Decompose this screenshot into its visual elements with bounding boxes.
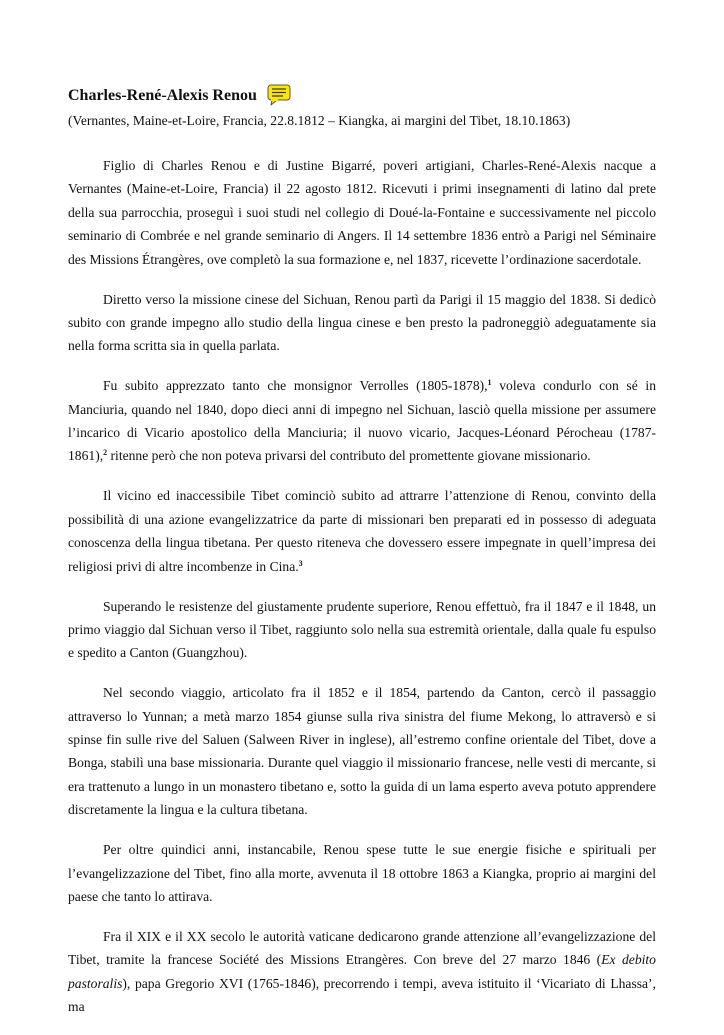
paragraph-text: ritenne però che non poteva privarsi del contributo del promettente giovane missionario. [107,448,591,464]
body-paragraph [68,838,656,908]
paragraph-text: Per oltre quindici anni, instancabile, Renou spese tutte le sue energie fisiche e spirituali per l’evangelizzazione del Tibet, fino alla morte, avvenuta il 18 ottobre 1863 a Kiangka, proprio ai margini del paese che tanto lo attirava. [68,842,656,904]
footnote-marker[interactable]: 2 [103,448,108,458]
document-page [68,82,656,1035]
body-paragraph [68,681,656,821]
footnote-marker[interactable]: 3 [298,558,303,568]
body-paragraph [68,374,656,468]
paragraph-text: Superando le resistenze del giustamente prudente superiore, Renou effettuò, fra il 1847 e il 1848, un primo viaggio dal Sichuan verso il Tibet, raggiunto solo nella sua estremità orientale, dalla quale fu espulso e spedito a Canton (Guangzhou). [68,598,656,661]
document-title: Charles-René-Alexis Renou [68,87,257,104]
document-subtitle: (Vernantes, Maine-et-Loire, Francia, 22.8.1812 – Kiangka, ai margini del Tibet, 18.10.1863) [68,113,571,128]
body-paragraph [68,288,656,358]
italic-text: Ex debito pastoralis [68,952,656,991]
paragraph-text: Nel secondo viaggio, articolato fra il 1852 e il 1854, partendo da Canton, cercò il passaggio attraverso lo Yunnan; a metà marzo 1854 giunse sulla riva sinistra del fiume Mekong, lo attraversò e si spinse fin sulle rive del Saluen (Salween River in inglese), all’estremo confine orientale del Tibet, dove a Bonga, stabilì una base missionaria. Durante quel viaggio il missionario francese, nelle vesti di mercante, si era trattenuto a lungo in un monastero tibetano e, sotto la guida di un lama esperto aveva potuto apprendere discretamente la lingua e la cultura tibetana. [68,685,656,818]
body-paragraph [68,595,656,665]
body-paragraph [68,484,656,578]
paragraph-text: voleva condurlo con sé in Manciuria, quando nel 1840, dopo dieci anni di impegno nel Sichuan, lasciò quella missione per assumere l’incarico di Vicario apostolico della Manciuria; il nuovo vicario, Jacques-Léonard Pérocheau (1787-1861), [68,378,656,464]
paragraph-text: Diretto verso la missione cinese del Sichuan, Renou partì da Parigi il 15 maggio del 1838. Si dedicò subito con grande impegno allo studio della lingua cinese e ben presto la padroneggiò adeguatamente sia nella forma scritta sia in quella parlata. [68,291,656,354]
paragraph-text: Fra il XIX e il XX secolo le autorità vaticane dedicarono grande attenzione all’evangelizzazione del Tibet, tramite la francese Société des Missions Etrangères. Con breve del 27 marzo 1846 ( [68,928,656,968]
document-body [68,154,656,1019]
body-paragraph [68,925,656,1019]
paragraph-text: Il vicino ed inaccessibile Tibet cominciò subito ad attrarre l’attenzione di Renou, convinto della possibilità di una azione evangelizzatrice da parte di missionari ben preparati ed in possesso di adeguata conoscenza della lingua tibetana. Per questo riteneva che dovessero essere impegnate in quell’impresa dei religiosi privi di altre incombenze in Cina. [68,488,656,574]
body-paragraph [68,154,656,271]
paragraph-text: Fu subito apprezzato tanto che monsignor Verrolles (1805-1878), [103,378,488,394]
footnote-marker[interactable]: 1 [487,378,492,388]
paragraph-text: ), papa Gregorio XVI (1765-1846), precorrendo i tempi, aveva istituito il ‘Vicariato di Lhassa’, ma [68,975,656,1015]
title-row [68,82,656,110]
comment-note-icon[interactable] [267,84,291,106]
paragraph-text: Figlio di Charles Renou e di Justine Bigarré, poveri artigiani, Charles-René-Alexis nacque a Vernantes (Maine-et-Loire, Francia) il 22 agosto 1812. Ricevuti i primi insegnamenti di latino dal prete della sua parrocchia, proseguì i suoi studi nel collegio di Doué-la-Fontaine e successivamente nel piccolo seminario di Combrée e nel grande seminario di Angers. Il 14 settembre 1836 entrò a Parigi nel Séminaire des Missions Étrangères, ove completò la sua formazione e, nel 1837, ricevette l’ordinazione sacerdotale. [68,158,656,267]
